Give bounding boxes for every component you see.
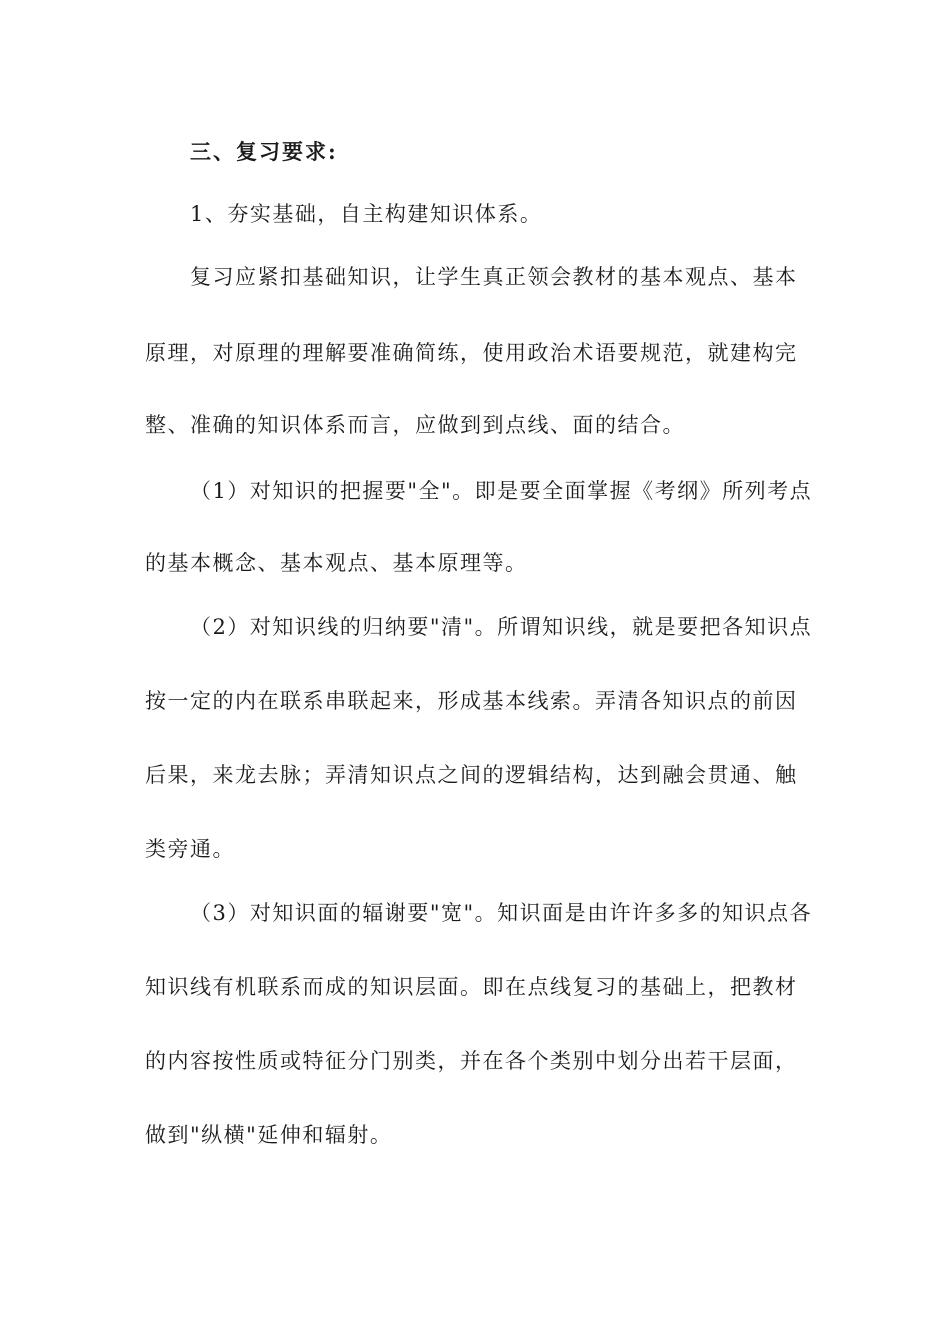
item-title: 1、夯实基础，自主构建知识体系。 xyxy=(190,202,543,226)
section-heading: 三、复习要求: xyxy=(190,139,338,164)
paragraph-line: （2）对知识线的归纳要"清"。所谓知识线，就是要把各知识点 xyxy=(190,615,813,639)
paragraph-line: 按一定的内在联系串联起来，形成基本线索。弄清各知识点的前因 xyxy=(145,689,798,713)
paragraph-line: 原理，对原理的理解要准确简练，使用政治术语要规范，就建构完 xyxy=(145,341,798,365)
paragraph-line: 知识线有机联系而成的知识层面。即在点线复习的基础上，把教材 xyxy=(145,975,798,999)
paragraph-line: 后果，来龙去脉；弄清知识点之间的逻辑结构，达到融会贯通、触 xyxy=(145,763,798,787)
paragraph-line: 的内容按性质或特征分门别类，并在各个类别中划分出若干层面， xyxy=(145,1049,798,1073)
paragraph-line: 做到"纵横"延伸和辐射。 xyxy=(145,1123,393,1147)
paragraph-line: （3）对知识面的辐谢要"宽"。知识面是由许许多多的知识点各 xyxy=(190,901,813,925)
paragraph-line: 类旁通。 xyxy=(145,837,235,861)
paragraph-line: 复习应紧扣基础知识，让学生真正领会教材的基本观点、基本 xyxy=(190,265,798,289)
paragraph-line: 的基本概念、基本观点、基本原理等。 xyxy=(145,551,528,575)
paragraph-line: 整、准确的知识体系而言，应做到到点线、面的结合。 xyxy=(145,413,685,437)
paragraph-line: （1）对知识的把握要"全"。即是要全面掌握《考纲》所列考点 xyxy=(190,479,813,503)
